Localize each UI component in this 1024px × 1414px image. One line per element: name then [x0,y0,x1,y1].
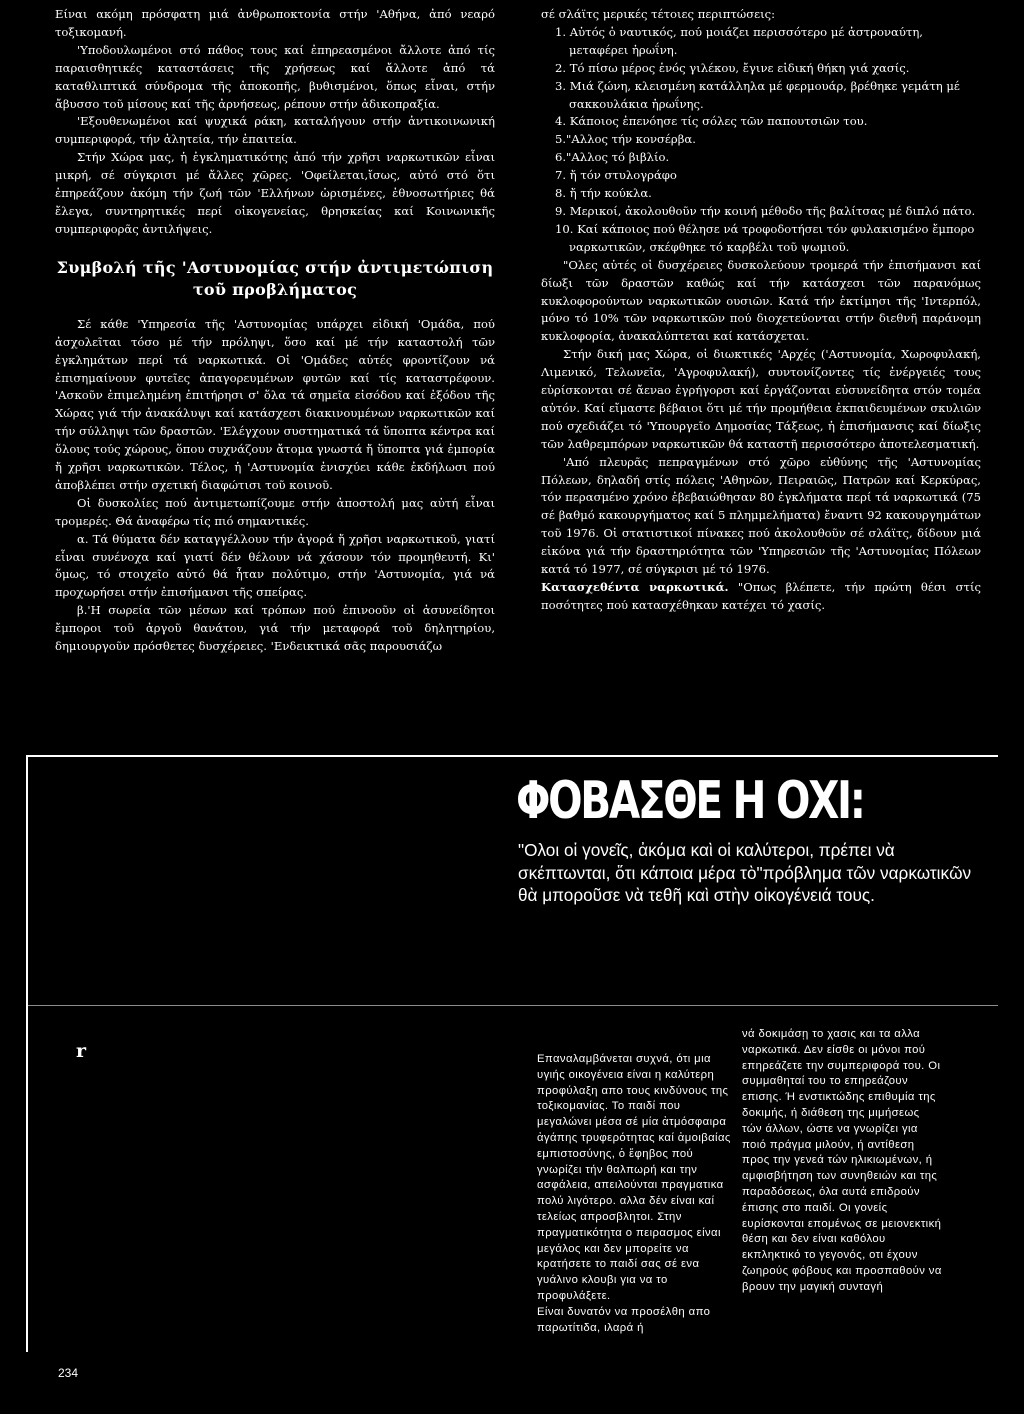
list-item: 7. ἤ τόν στυλογράφο [555,168,677,183]
list-item: 2. Τό πίσω μέρος ἑνός γιλέκου, ἔγινε εἰδική θήκη γιά χασίς. [555,60,910,75]
left-column [55,6,495,656]
paragraph: 'Εξουθενωμένοι καί ψυχικά ράκη, καταλήγουν στήν ἀντικοινωνική συμπεριφορά, τήν ἀλητεία, τήν ἐπαιτεία. [55,114,495,147]
list-item: 6."Αλλος τό βιβλίο. [555,150,670,165]
paragraph: Στήν δική μας Χώρα, οἱ διωκτικές 'Αρχές ('Αστυνομία, Χωροφυλακή, Λιμενικό, Τελωνεῖα, 'Αγροφυλακή), συντονίζοντες τίς ἐνέργειές τους εὑρίσκονται σέ ἄενao ἐγρήγορσι καί ἐργάζονται εὐσυνείδητα στόν τομέα αὐτόν. Καί εἴμαστε βέβαιοι ὅτι μέ τήν προμήθεια ἐκπαιδευμένων σκυλιῶν πού σχεδιάζει τό 'Υπουργεῖο Δημοσίας Τάξεως, ἡ ἐπισήμανσις καί δίωξις τῶν λαθρεμπόρων ναρκωτικῶν θά καταστῆ περισσότερο ἀποτελεσματική. [541,347,981,451]
list-intro: σέ σλάϊτς μερικές τέτοιες περιπτώσεις: [541,7,776,21]
list-item: 5."Αλλος τήν κονσέρβα. [555,132,696,147]
closing-paragraph [541,579,981,615]
slide-list [541,24,981,257]
section-heading [55,257,495,301]
inset-column-a: Επαναλαμβάνεται συχνά, ότι μια υγιής οικογένεια είναι η καλύτερη προφύλαξη απο τους κινδύνους της τοξικομανίας. Το παιδί που μεγαλώνει μέσα σέ μία ἀτμόσφαιρα ἀγάπης τρυφερότητας καί ἀμοιβαίας εμπιστοσύνης, ὁ ἔφηβος πού γνωρίζει τήν θαλπωρή και την ασφάλεια, απειλούνται πραγματικα πολύ λιγότερο. αλλα δέν είναι καί τελείως απροσβλητοι. Στην πραγματικότητα ο πειρασμος είναι μεγάλος και δεν μπορείτε να κρατήσετε το παιδί σας σέ ενα γυάλινο κλουβι για να το προφυλάξετε. Είναι δυνατόν να προσέλθη απο παρωτίτιδα, ιλαρά ή [537,1053,731,1334]
paragraph: Σέ κάθε 'Υπηρεσία τῆς 'Αστυνομίας υπάρχει εἰδική 'Ομάδα, πού ἀσχολεῖται τόσο μέ τήν πρόληψι, ὅσο καί μέ τήν καταστολή τῶν ἐγκλημάτων περί τά ναρκωτικά. Οἱ 'Ομάδες αὐτές φροντίζουν νά ἐπισημαίνουν φυτεῖες ἀπαγορευμένων φυτῶν καί τίς καταστρέφουν. 'Ασκοῦν ἐπιμελημένη ἐπιτήρησι σ' ὅλα τά σημεῖα εἰσόδου καί ἐξόδου τῆς Χώρας γιά τήν ἀνακάλυψι καί κατάσχεσι διακινουμένων ναρκωτικῶν καί τήν σύλληψι τῶν δραστῶν. 'Ελέγχουν συστηματικά τά ὕποπτα κέντρα καί ὅλους τούς χώρους, ὅπου συχνάζουν ἄτομα γνωστά ἤ ὕποπτα γιά ἐμπορία ἤ χρῆσι ναρκωτικῶν. Τέλος, ἡ 'Αστυνομία ἐνισχύει κάθε ἐκδήλωσι πού ἀποβλέπει στήν σχετική διαφώτισι τοῦ κοινοῦ. [55,316,495,492]
list-item: 1. Αὐτός ὁ ναυτικός, πού μοιάζει περισσότερο μέ ἀστροναύτη, μεταφέρει ἡρωΐνη. [555,24,923,57]
paragraph: 'Υποδουλωμένοι στό πάθος τους καί ἐπηρεασμένοι ἄλλοτε ἀπό τίς παραισθητικές καταστάσεις τῆς χρήσεως καί ἄλλοτε ἀπό τά καταθλιπτικά σύνδρομα τῆς ἀποκοπῆς, βυθισμένοι, ὅπως εἶναι, στήν ἄβυσσο τοῦ μίσους καί τῆς ἀρνήσεως, ρέπουν στήν ἀδικοπραξία. [55,42,495,111]
section-heading-line1: Συμβολή τῆς 'Αστυνομίας στήν ἀντιμετώπιση [56,257,494,277]
list-item: 9. Μερικοί, ἀκολουθοῦν τήν κοινή μέθοδο τῆς βαλίτσας μέ διπλό πάτο. [555,203,976,218]
closing-text: "Οπως βλέπετε, τήν πρώτη θέσι στίς ποσότητες πού κατασχέθηκαν κατέχει τό χασίς. [541,580,981,612]
inset-rule-top [26,755,998,757]
paragraph: α. Τά θύματα δέν καταγγέλλουν τήν ἀγορά ἤ χρῆσι ναρκωτικοῦ, γιατί εἶναι συνένοχα καί γιατί δέν θέλουν νά χάσουν τόν προμηθευτή. Κι' ὅμως, τό στοιχεῖο αὐτό θά ἦταν πολύτιμο, στήν 'Αστυνομία, γιά νά προχωρήσει στήν ἐπισήμανσι τῆς σπείρας. [55,531,495,600]
right-column [541,6,981,615]
list-item: 4. Κάποιος ἐπενόησε τίς σόλες τῶν παπουτσιῶν του. [555,114,868,129]
paragraph: "Ολες αὐτές οἱ δυσχέρειες δυσκολεύουν τρομερά τήν ἐπισήμανσι καί δίωξι τῶν δραστῶν καθώς καί τήν κατάσχεσι τῶν παρανόμως κυκλοφορούντων ναρκωτικῶν ουσιῶν. Κατά τήν ἐκτίμησι τῆς 'Ιντερπόλ, μόνο τό 10% τῶν ναρκωτικῶν πού διοχετεύονται στήν διεθνῆ παράνομη κυκλοφορία, ἀνακαλύπτεται καί κατάσχεται. [541,257,981,344]
text-fragment: r [76,1040,87,1062]
list-item: 10. Καί κάποιος πού θέλησε νά τροφοδοτήσει τόν φυλακισμένο ἔμπορο ναρκωτικῶν, σκέφθηκε τό καρβέλι τοῦ ψωμιοῦ. [555,221,975,254]
paragraph: 'Από πλευρᾶς πεπραγμένων στό χῶρο εὐθύνης τῆς 'Αστυνομίας Πόλεων, δηλαδή στίς πόλεις 'Αθηνῶν, Πειραιῶς, Πατρῶν καί Κερκύρας, τόν περασμένο χρόνο ἐβεβαιώθησαν 80 ἐγκλήματα περί τά ναρκωτικά (75 σέ βαθμό κακουργήματος καί 5 πλημμελήματα) ἔναντι 92 κακουργημάτων τοῦ 1976. Οἱ στατιστικοί πίνακες πού ἀκολουθοῦν σέ σλάϊτς, δίδουν μιά εἰκόνα γιά τήν δραστηριότητα τῶν 'Υπηρεσιῶν τῆς 'Αστυνομίας Πόλεων κατά τό 1977, σέ σύγκρισι μέ τό 1976. [541,454,981,577]
list-item: 8. ἤ τήν κούκλα. [555,186,652,201]
inset-title: ΦΟΒΑΣΘΕ Η ΟΧΙ: [516,771,864,831]
paragraph: β.'Η σωρεία τῶν μέσων καί τρόπων πού ἐπινοοῦν οἱ ἀσυνείδητοι ἔμποροι τοῦ ἀργοῦ θανάτου, γιά τήν μεταφορά τοῦ δηλητηρίου, δημιουργοῦν πρόσθετες δυσχέρειες. 'Ενδεικτικά σᾶς παρουσιάζω [55,603,495,654]
closing-bold: Κατασχεθέντα ναρκωτικά. [541,580,729,594]
inset-intro: "Ολοι οἱ γονεῖς, ἀκόμα καὶ οἱ καλύτεροι, πρέπει νὰ σκέπτωνται, ὅτι κάποια μέρα τὸ"πρόβλημα τῶν ναρκωτικῶν θὰ μποροῦσε νὰ τεθῆ καὶ στὴν οἰκογένειά τους. [518,840,972,905]
paragraph: Οἱ δυσκολίες πού ἀντιμετωπίζουμε στήν ἀποστολή μας αὐτή εἶναι τρομερές. Θά ἀναφέρω τίς πιό σημαντικές. [55,495,495,528]
paragraph: Είναι ακόμη πρόσφατη μιά ἀνθρωποκτονία στήν 'Αθήνα, ἀπό νεαρό τοξικομανή. [55,7,495,39]
page-number: 234 [58,1366,79,1380]
section-heading-line2: τοῦ προβλήματος [192,279,358,299]
inset-column-b: νά δοκιμάσῃ το χασις και τα αλλα ναρκωτικά. Δεν είσθε οι μόνοι πού επηρεάζετε την συμπεριφορά του. Οι συμμαθηταί του το επηρεάζουν επισης. Ή ενστικτώδης επιθυμία της δοκιμής, ή διάθεση της μιμήσεως τών άλλων, ώστε να γνωρίζει για ποιό πράγμα μιλούν, ή αντίθεση προς την γενεά τών ηλικιωμένων, ή αμφισβήτηση των συνηθειών και της παραδόσεως, όλα αυτά επιδρούν έπισης στο παιδί. Οι γονείς ευρίσκονται επομένως σε μειονεκτική θέση και δεν είναι καθόλου εκπληκτικό το γεγονός, οτι έχουν ζωηρούς φόβους και προσπαθούν να βρουν την μαγική συνταγή [742,1028,942,1293]
list-item: 3. Μιά ζώνη, κλεισμένη κατάλληλα μέ φερμουάρ, βρέθηκε γεμάτη μέ σακκουλάκια ἡρωΐνης. [555,78,960,111]
paragraph: Στήν Χώρα μας, ἡ ἐγκληματικότης ἀπό τήν χρῆσι ναρκωτικῶν εἶναι μικρή, σέ σύγκρισι μέ ἄλλες χῶρες. 'Οφείλεται,ἴσως, αὐτό στό ὅτι ἐπηρεάζουν ἀκόμη τήν ζωή τῶν 'Ελλήνων ὡρισμένες, ἐθνοσωτήριες θά ἔλεγα, συντηρητικές περί οἰκογενείας, θρησκείας καί Κοινωνικῆς συμπεριφορᾶς ἀντιλήψεις. [55,150,495,236]
inset-rule-divider [26,1005,998,1006]
inset-header [508,773,998,907]
inset-rule-left [26,755,28,1352]
